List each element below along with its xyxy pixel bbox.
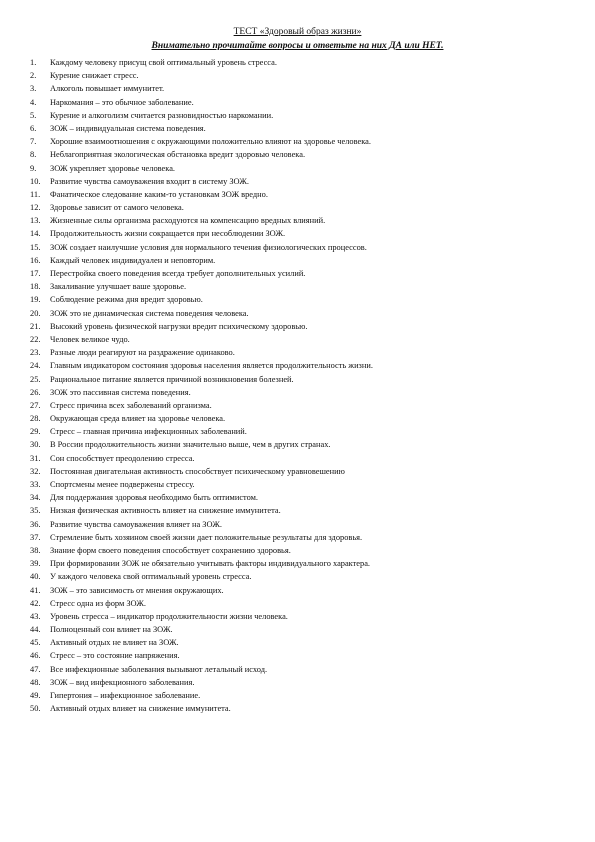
question-item	[30, 702, 575, 715]
question-text: Разные люди реагируют на раздражение одинаково.	[50, 348, 235, 358]
question-number: 30.	[30, 440, 41, 450]
question-item	[30, 359, 575, 372]
question-text: Главным индикатором состояния здоровья населения является продолжительность жизни.	[50, 361, 373, 371]
question-item	[30, 280, 575, 293]
question-item	[30, 307, 575, 320]
question-item	[30, 333, 575, 346]
question-item	[30, 518, 575, 531]
question-number: 6.	[30, 123, 37, 133]
question-item	[30, 188, 575, 201]
question-number: 2.	[30, 71, 37, 81]
question-number: 22.	[30, 334, 41, 344]
question-number: 7.	[30, 137, 37, 147]
question-text: ЗОЖ это не динамическая система поведения человека.	[50, 308, 249, 318]
question-item	[30, 175, 575, 188]
question-item	[30, 227, 575, 240]
question-number: 8.	[30, 150, 37, 160]
question-text: Низкая физическая активность влияет на снижение иммунитета.	[50, 506, 281, 516]
question-number: 4.	[30, 97, 37, 107]
question-text: Развитие чувства самоуважения входит в систему ЗОЖ.	[50, 176, 249, 186]
question-number: 12.	[30, 203, 41, 213]
question-number: 33.	[30, 480, 41, 489]
question-number: 37.	[30, 532, 41, 542]
question-text: Постоянная двигательная активность способствует психическому уравновешению	[50, 466, 345, 476]
question-item	[30, 320, 575, 333]
question-text: ЗОЖ это пассивная система поведения.	[50, 387, 191, 397]
question-number: 29.	[30, 427, 41, 437]
question-number: 32.	[30, 466, 41, 476]
question-number: 23.	[30, 348, 41, 358]
question-number: 50.	[30, 704, 41, 714]
question-text: Гипертония – инфекционное заболевание.	[50, 691, 201, 700]
question-text: Полноценный сон влияет на ЗОЖ.	[50, 625, 173, 635]
question-item	[30, 478, 575, 491]
question-number: 34.	[30, 493, 41, 503]
question-text: Активный отдых не влияет на ЗОЖ.	[50, 638, 179, 648]
question-item	[30, 96, 575, 109]
question-text: Стресс причина всех заболеваний организма.	[50, 400, 212, 410]
question-text: Все инфекционные заболевания вызывают летальный исход.	[50, 664, 268, 674]
question-item	[30, 663, 575, 676]
question-item	[30, 148, 575, 161]
question-text: Развитие чувства самоуважения влияет на ЗОЖ.	[50, 519, 222, 529]
question-text: Знание форм своего поведения способствует сохранению здоровья.	[50, 545, 291, 555]
question-number: 14.	[30, 229, 41, 239]
question-text: Закаливание улучшает ваше здоровье.	[50, 282, 187, 292]
question-item	[30, 399, 575, 412]
question-text: Алкоголь повышает иммунитет.	[50, 84, 165, 94]
question-text: В России продолжительность жизни значительно выше, чем в других странах.	[50, 440, 331, 450]
question-item	[30, 135, 575, 148]
question-item	[30, 122, 575, 135]
question-number: 44.	[30, 625, 41, 635]
question-item	[30, 610, 575, 623]
question-number: 5.	[30, 110, 37, 120]
question-item	[30, 676, 575, 689]
question-number: 28.	[30, 414, 41, 424]
question-text: Хорошие взаимоотношения с окружающими положительно влияют на здоровье человека.	[50, 137, 371, 147]
question-number: 38.	[30, 545, 41, 555]
question-item	[30, 254, 575, 267]
question-item	[30, 649, 575, 662]
question-text: Окружающая среда влияет на здоровье человека.	[50, 414, 226, 424]
question-text: Рациональное питание является причиной возникновения болезней.	[50, 374, 294, 384]
question-item	[30, 412, 575, 425]
question-number: 36.	[30, 519, 41, 529]
question-number: 3.	[30, 84, 37, 94]
question-text: Здоровье зависит от самого человека.	[50, 203, 184, 213]
question-text: Стресс одна из форм ЗОЖ.	[50, 598, 146, 608]
question-number: 48.	[30, 677, 41, 687]
question-item	[30, 201, 575, 214]
question-item	[30, 465, 575, 478]
question-item	[30, 597, 575, 610]
question-text: Уровень стресса – индикатор продолжительности жизни человека.	[50, 611, 288, 621]
question-number: 9.	[30, 163, 37, 173]
question-item	[30, 491, 575, 504]
question-number: 41.	[30, 585, 41, 595]
question-text: ЗОЖ – индивидуальная система поведения.	[50, 123, 206, 133]
instruction-text: Внимательно прочитайте вопросы и ответьте на них ДА или НЕТ.	[151, 41, 444, 51]
question-item	[30, 386, 575, 399]
question-number: 15.	[30, 242, 41, 252]
question-item	[30, 373, 575, 386]
question-number: 18.	[30, 282, 41, 292]
question-item	[30, 623, 575, 636]
question-item	[30, 56, 575, 69]
question-text: Стремление быть хозяином своей жизни дает положительные результаты для здоровья.	[50, 532, 363, 542]
question-number: 13.	[30, 216, 41, 226]
question-item	[30, 544, 575, 557]
question-item	[30, 636, 575, 649]
question-text: ЗОЖ создает наилучшие условия для нормального течения физиологических процессов.	[50, 242, 367, 252]
question-text: Перестройка своего поведения всегда требует дополнительных усилий.	[50, 269, 306, 278]
question-text: При формировании ЗОЖ не обязательно учитывать факторы индивидуального характера.	[50, 559, 371, 569]
question-text: Соблюдение режима дня вредит здоровью.	[50, 295, 203, 305]
question-text: Жизненные силы организма расходуются на компенсацию вредных влияний.	[50, 216, 326, 226]
question-number: 40.	[30, 572, 41, 582]
question-item	[30, 346, 575, 359]
question-item	[30, 689, 575, 702]
question-text: У каждого человека свой оптимальный уровень стресса.	[50, 572, 252, 582]
question-text: Стресс – это состояние напряжения.	[50, 651, 180, 661]
question-number: 42.	[30, 598, 41, 608]
question-text: Курение снижает стресс.	[50, 71, 139, 81]
page-title: ТЕСТ «Здоровый образ жизни»	[233, 27, 362, 37]
question-text: Человек великое чудо.	[50, 334, 130, 344]
question-text: Неблагоприятная экологическая обстановка вредит здоровью человека.	[50, 150, 306, 160]
question-list	[30, 56, 575, 715]
question-text: Продолжительность жизни сокращается при несоблюдении ЗОЖ.	[50, 229, 286, 239]
question-number: 10.	[30, 176, 41, 186]
question-number: 11.	[30, 189, 41, 199]
question-text: Курение и алкоголизм считается разновидностью наркомании.	[50, 110, 274, 120]
question-item	[30, 162, 575, 175]
question-text: Спортсмены менее подвержены стрессу.	[50, 480, 195, 489]
question-item	[30, 69, 575, 82]
question-number: 16.	[30, 255, 41, 265]
question-item	[30, 293, 575, 306]
question-text: Наркомания – это обычное заболевание.	[50, 97, 194, 107]
question-text: Высокий уровень физической нагрузки вредит психическому здоровью.	[50, 321, 308, 331]
question-item	[30, 425, 575, 438]
question-item	[30, 531, 575, 544]
question-item	[30, 267, 575, 280]
question-number: 31.	[30, 453, 41, 463]
question-number: 45.	[30, 638, 41, 648]
question-item	[30, 241, 575, 254]
question-number: 17.	[30, 269, 41, 278]
question-number: 46.	[30, 651, 41, 661]
question-text: Стресс – главная причина инфекционных заболеваний.	[50, 427, 247, 437]
question-number: 24.	[30, 361, 41, 371]
question-item	[30, 109, 575, 122]
question-number: 25.	[30, 374, 41, 384]
question-text: Сон способствует преодолению стресса.	[50, 453, 195, 463]
question-text: ЗОЖ – это зависимость от мнения окружающих.	[50, 585, 224, 595]
question-item	[30, 82, 575, 95]
question-text: Фанатическое следование каким-то установкам ЗОЖ вредно.	[50, 189, 268, 199]
question-number: 39.	[30, 559, 41, 569]
question-number: 43.	[30, 611, 41, 621]
question-item	[30, 214, 575, 227]
question-item	[30, 584, 575, 597]
question-number: 27.	[30, 400, 41, 410]
question-item	[30, 504, 575, 517]
question-text: ЗОЖ – вид инфекционного заболевания.	[50, 677, 195, 687]
question-item	[30, 570, 575, 583]
question-number: 20.	[30, 308, 41, 318]
question-number: 21.	[30, 321, 41, 331]
question-text: Активный отдых влияет на снижение иммунитета.	[50, 704, 231, 714]
question-item	[30, 438, 575, 451]
question-number: 35.	[30, 506, 41, 516]
question-text: Каждому человеку присущ свой оптимальный уровень стресса.	[50, 58, 277, 67]
question-number: 26.	[30, 387, 41, 397]
question-number: 47.	[30, 664, 41, 674]
question-text: Для поддержания здоровья необходимо быть оптимистом.	[50, 493, 259, 503]
question-text: ЗОЖ укрепляет здоровье человека.	[50, 163, 176, 173]
question-number: 19.	[30, 295, 41, 305]
question-item	[30, 452, 575, 465]
question-item	[30, 557, 575, 570]
question-number: 1.	[30, 58, 37, 67]
question-text: Каждый человек индивидуален и неповторим.	[50, 255, 216, 265]
question-number: 49.	[30, 691, 41, 700]
